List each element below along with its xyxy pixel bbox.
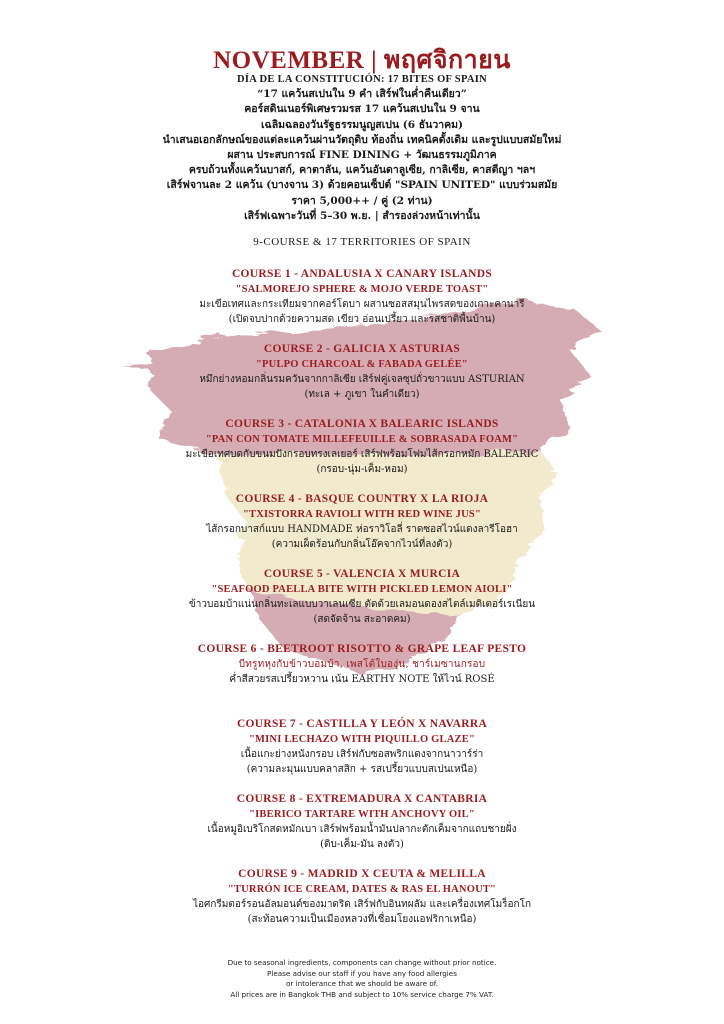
intro-line: ผสาน ประสบการณ์ FINE DINING + วัฒนธรรมภูมิภาค — [227, 149, 497, 162]
course-description: ข้าวบอมบ้าแน่นกลิ่นทะเลแบบวาเลนเซีย ตัดด้วยเลมอนดองสไตล์เมดิเตอร์เรเนียน — [188, 599, 536, 610]
course-note: (กรอบ-นุ่ม-เค็ม-หอม) — [316, 464, 408, 475]
course-dish: "SEAFOOD PAELLA BITE WITH PICKLED LEMON AIOLI" — [211, 584, 513, 595]
intro-line: เฉลิมฉลองวันรัฐธรรมนูญสเปน (6 ธันวาคม) — [260, 118, 464, 131]
intro-line: ราคา 5,000++ / คู่ (2 ท่าน) — [291, 194, 433, 207]
course-dish: "TURRÓN ICE CREAM, DATES & RAS EL HANOUT" — [227, 884, 497, 895]
course-note: (สดจัดจ้าน สะอาดคม) — [313, 614, 411, 625]
course-item-7 — [0, 716, 724, 791]
course-note: (ความเผ็ดร้อนกับกลิ่นโอ๊คจากไวน์ที่ลงตัว) — [271, 539, 453, 550]
course-dish: "TXISTORRA RAVIOLI WITH RED WINE JUS" — [243, 509, 481, 520]
course-description: เนื้อหมูอิเบริโกสดหมักเบา เสิร์ฟพร้อมน้ำมันปลากะตักเค็มจากแถบชายฝั่ง — [207, 824, 517, 835]
course-dish: "IBERICO TARTARE WITH ANCHOVY OIL" — [249, 809, 475, 820]
page-title: NOVEMBER | พฤศจิกายน — [213, 47, 511, 74]
course-note: (ดิบ-เค็ม-มัน ลงตัว) — [320, 839, 404, 850]
course-description: เนื้อแกะย่างหนังกรอบ เสิร์ฟกับซอสพริกแดงจากนาวาร์ร่า — [240, 749, 484, 760]
footer-disclaimer — [0, 958, 724, 1000]
course-dish: "PAN CON TOMATE MILLEFEUILLE & SOBRASADA FOAM" — [205, 434, 519, 445]
course-title: COURSE 5 - VALENCIA X MURCIA — [263, 568, 461, 580]
course-dish: "SALMOREJO SPHERE & MOJO VERDE TOAST" — [235, 284, 489, 295]
course-item-2 — [0, 341, 724, 416]
footer-line: All prices are in Bangkok THB and subject to 10% service charge 7% VAT. — [230, 989, 494, 999]
intro-line: เสิร์ฟจานละ 2 แคว้น (บางจาน 3) ด้วยคอนเซ็ปต์ "SPAIN UNITED" แบบร่วมสมัย — [166, 179, 558, 192]
course-list — [0, 266, 724, 941]
course-title: COURSE 7 - CASTILLA Y LEÓN X NAVARRA — [236, 718, 488, 730]
course-note: (ทะเล + ภูเขา ในคำเดียว) — [304, 389, 420, 400]
intro-line: DÍA DE LA CONSTITUCIÓN: 17 BITES OF SPAIN — [236, 74, 488, 85]
course-item-1 — [0, 266, 724, 341]
intro-line: เสิร์ฟเฉพาะวันที่ 5–30 พ.ย. | สำรองล่วงหน้าเท่านั้น — [244, 209, 480, 222]
course-title: COURSE 4 - BASQUE COUNTRY X LA RIOJA — [235, 493, 489, 505]
course-description: มะเขือเทศบดกับขนมปังกรอบทรงเลเยอร์ เสิร์ฟพร้อมโฟมไส้กรอกหมัก BALEARIC — [185, 449, 539, 460]
course-description: มะเขือเทศและกระเทียมจากคอร์โดบา ผสานซอสสมุนไพรสดของเกาะคานารี — [199, 299, 525, 310]
course-description: ไอศกรีมตอร์รอนอัลมอนด์ของมาดริด เสิร์ฟกับอินทผลัม และเครื่องเทศโมร็อกโก — [192, 899, 532, 910]
intro-line: คอร์สดินเนอร์พิเศษรวมรส 17 แคว้นสเปนใน 9 จาน — [244, 103, 480, 116]
course-item-4 — [0, 491, 724, 566]
intro-line: “17 แคว้นสเปนใน 9 คำ เสิร์ฟในค่ำคืนเดียว” — [257, 88, 467, 101]
course-title: COURSE 3 - CATALONIA X BALEARIC ISLANDS — [225, 418, 499, 430]
course-title: COURSE 8 - EXTREMADURA X CANTABRIA — [236, 793, 488, 805]
intro-line: นำเสนอเอกลักษณ์ของแต่ละแคว้นผ่านวัตถุดิบ ท้องถิ่น เทคนิคดั้งเดิม และรูปแบบสมัยใหม่ — [162, 133, 562, 146]
course-dish: "PULPO CHARCOAL & FABADA GELÉE" — [256, 359, 468, 370]
course-note: (เปิดจบปากด้วยความสด เขียว อ่อนเปรี้ยว และรสชาติพื้นบ้าน) — [228, 314, 496, 325]
course-item-9 — [0, 866, 724, 941]
course-description: ไส้กรอกบาสก์แบบ HANDMADE ห่อราวิโอลี่ ราดซอสไวน์แดงลารีโอฮา — [206, 524, 518, 535]
course-item-3 — [0, 416, 724, 491]
course-description: หมึกย่างหอมกลิ่นรมควันจากกาลิเซีย เสิร์ฟคู่เจลซุปถั่วขาวแบบ ASTURIAN — [199, 374, 525, 385]
course-item-5 — [0, 566, 724, 641]
footer-line: Please advise our staff if you have any food allergies — [267, 968, 457, 978]
course-title: COURSE 6 - BEETROOT RISOTTO & GRAPE LEAF PESTO — [197, 643, 527, 655]
course-note: (ความละมุนแบบคลาสสิก + รสเปรี้ยวแบบสเปนเหนือ) — [246, 764, 478, 775]
course-title: COURSE 9 - MADRID X CEUTA & MELILLA — [238, 868, 486, 880]
course-title: COURSE 2 - GALICIA X ASTURIAS — [263, 343, 461, 355]
footer-line: or intolerance that we should be aware of. — [285, 979, 439, 988]
course-title: COURSE 1 - ANDALUSIA X CANARY ISLANDS — [231, 268, 493, 280]
intro-block — [0, 72, 724, 224]
course-item-8 — [0, 791, 724, 866]
intro-line: ครบถ้วนทั้งแคว้นบาสก์, คาตาลัน, แคว้นอันดาลูเซีย, กาลิเซีย, คาสตีญา ฯลฯ — [188, 164, 536, 177]
course-dish: "MINI LECHAZO WITH PIQUILLO GLAZE" — [249, 734, 475, 745]
course-note: (สะท้อนความเป็นเมืองหลวงที่เชื่อมโยงแอฟริกาเหนือ) — [247, 914, 477, 925]
course-note: ค่ำสีสวยรสเปรี้ยวหวาน เน้น EARTHY NOTE ให้ไวน์ ROSÉ — [229, 674, 495, 685]
menu-subtitle: 9-COURSE & 17 TERRITORIES OF SPAIN — [253, 236, 471, 248]
footer-line: Due to seasonal ingredients, components can change without prior notice. — [227, 958, 497, 967]
course-dish: บีทรูทหุงกับข้าวบอมบ้า, เพสโต้ใบองุ่น, ชาร์เมซานกรอบ — [238, 659, 486, 670]
course-item-6 — [0, 641, 724, 716]
